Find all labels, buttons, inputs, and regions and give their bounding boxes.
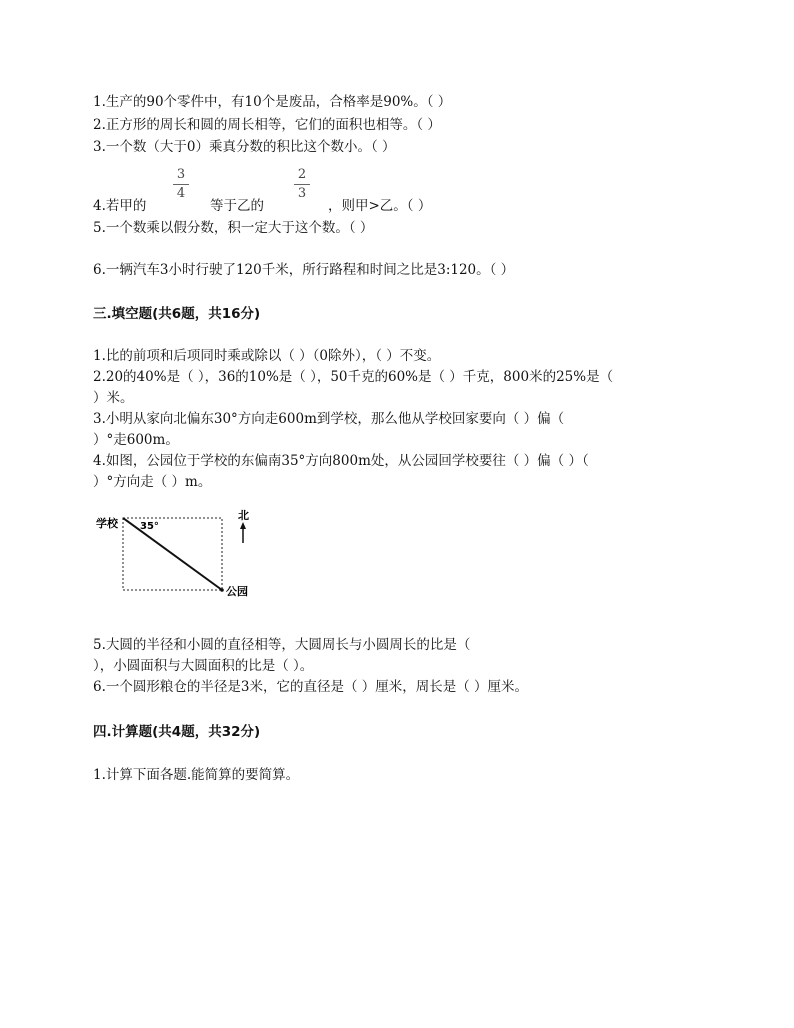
north-label: 北	[238, 509, 249, 522]
fraction-two-thirds	[292, 168, 312, 201]
judgement-question-3: 3.一个数（大于0）乘真分数的积比这个数小。（ ）	[93, 139, 396, 155]
fill-question-5-line-2: ），小圆面积与大圆面积的比是（ ）。	[93, 658, 314, 674]
school-label: 学校	[96, 517, 118, 530]
school-park-diagram	[90, 505, 260, 600]
fraction-bar	[294, 184, 310, 185]
calc-question-1: 1.计算下面各题.能简算的要简算。	[93, 767, 300, 783]
fill-question-3-line-1: 3.小明从家向北偏东30°方向走600m到学校，那么他从学校回家要向（ ）偏（	[93, 411, 565, 427]
fill-question-2-line-2: ）米。	[93, 390, 134, 406]
fraction-three-quarters	[171, 168, 191, 201]
q4-suffix: ，则甲>乙。（ ）	[328, 198, 432, 214]
section-4-title: 四.计算题(共4题，共32分)	[93, 724, 261, 740]
fill-question-4-line-1: 4.如图，公园位于学校的东偏南35°方向800m处，从公园回学校要往（ ）偏（ ）（	[93, 453, 589, 469]
fraction-numerator: 3	[176, 167, 186, 182]
fill-question-4-line-2: ）°方向走（ ）m。	[93, 474, 212, 490]
angle-label: 35°	[140, 521, 159, 532]
fill-question-3-line-2: ）°走600m。	[93, 432, 179, 448]
fill-question-6: 6.一个圆形粮仓的半径是3米，它的直径是（ ）厘米，周长是（ ）厘米。	[93, 679, 529, 695]
judgement-question-6: 6.一辆汽车3小时行驶了120千米，所行路程和时间之比是3:120。（ ）	[93, 262, 515, 278]
q4-middle: 等于乙的	[210, 198, 264, 214]
fraction-denominator: 3	[297, 186, 307, 201]
fraction-bar	[173, 184, 189, 185]
section-3-title: 三.填空题(共6题，共16分)	[93, 306, 261, 322]
fill-question-1: 1.比的前项和后项同时乘或除以（ ）（0除外），（ ）不变。	[93, 348, 441, 364]
judgement-question-1: 1.生产的90个零件中，有10个是废品，合格率是90%。（ ）	[93, 94, 452, 110]
fraction-numerator: 2	[297, 167, 307, 182]
judgement-question-2: 2.正方形的周长和圆的周长相等，它们的面积也相等。（ ）	[93, 117, 441, 133]
north-arrow-icon	[240, 522, 246, 529]
fill-question-2-line-1: 2.20的40%是（ ），36的10%是（ ），50千克的60%是（ ）千克，800米的25%是（	[93, 369, 614, 385]
q4-prefix: 4.若甲的	[93, 198, 147, 214]
fill-question-5-line-1: 5.大圆的半径和小圆的直径相等，大圆周长与小圆周长的比是（	[93, 637, 471, 653]
fraction-denominator: 4	[176, 186, 186, 201]
park-label: 公园	[226, 585, 248, 598]
park-point	[220, 588, 224, 592]
school-to-park-line	[123, 518, 222, 590]
judgement-question-5: 5.一个数乘以假分数，积一定大于这个数。（ ）	[93, 220, 374, 236]
